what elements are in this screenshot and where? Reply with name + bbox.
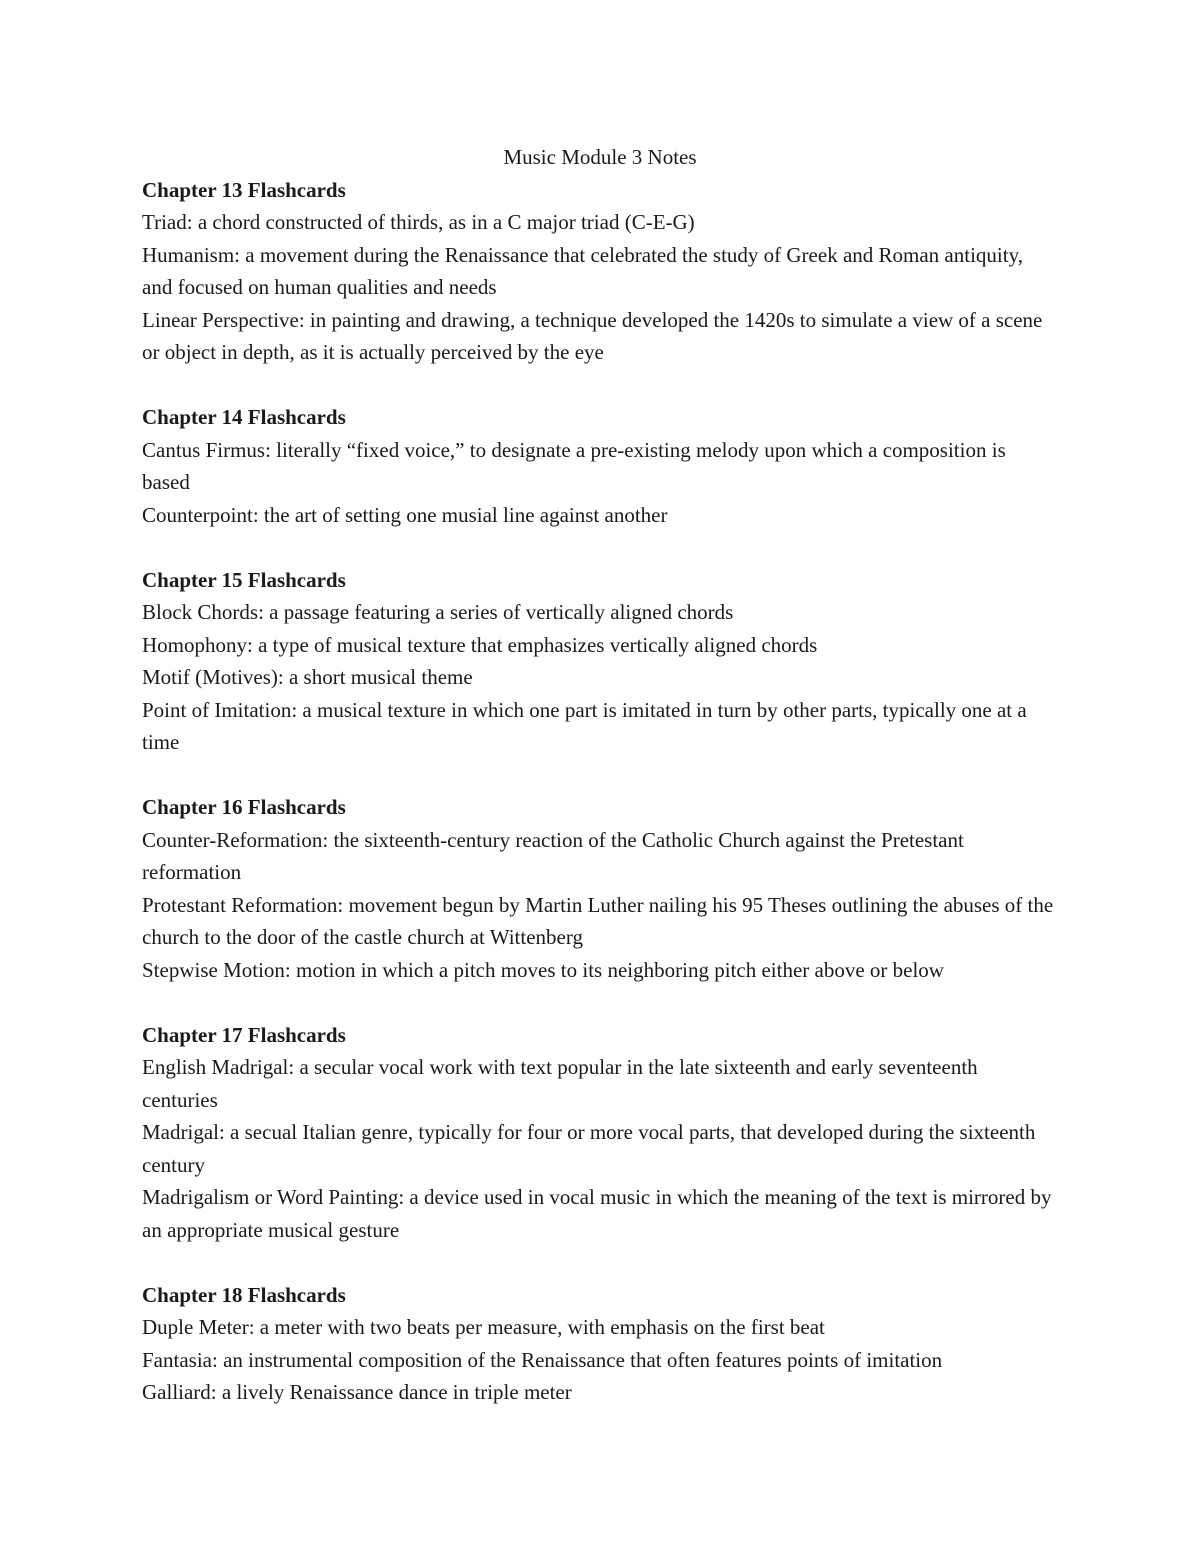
flashcard-term: Triad: a chord constructed of thirds, as in a C major triad (C-E-G) (142, 210, 695, 234)
flashcard-term: Cantus Firmus: literally “fixed voice,” to designate a pre-existing melody upon which a composition is based (142, 437, 1006, 494)
flashcard-term: Fantasia: an instrumental composition of the Renaissance that often features points of imitation (142, 1347, 943, 1372)
flashcard-term: Humanism: a movement during the Renaissance that celebrated the study of Greek and Roman antiquity, and focused on human qualities and needs (142, 242, 1023, 299)
chapter-section (142, 174, 1058, 369)
flashcard-term: English Madrigal: a secular vocal work with text popular in the late sixteenth and early seventeenth centuries (142, 1055, 978, 1112)
chapter-section (142, 564, 1058, 759)
flashcard-term: Madrigalism or Word Painting: a device used in vocal music in which the meaning of the text is mirrored by an appropriate musical gesture (142, 1185, 1052, 1242)
flashcard-term: Counterpoint: the art of setting one musial line against another (142, 502, 668, 527)
flashcard-term: Block Chords: a passage featuring a series of vertically aligned chords (142, 600, 734, 624)
flashcard-term: Protestant Reformation: movement begun by Martin Luther nailing his 95 Theses outlining the abuses of the church to the door of the castle church at Wittenberg (142, 892, 1054, 949)
flashcard-term: Madrigal: a secual Italian genre, typically for four or more vocal parts, that developed during the sixteenth century (142, 1120, 1036, 1177)
flashcard-term: Duple Meter: a meter with two beats per measure, with emphasis on the first beat (142, 1315, 825, 1339)
flashcard-term: Linear Perspective: in painting and drawing, a technique developed the 1420s to simulate a view of a scene or object in depth, as it is actually perceived by the eye (142, 307, 1043, 364)
chapter-heading: Chapter 18 Flashcards (142, 1282, 346, 1307)
chapter-heading: Chapter 17 Flashcards (142, 1022, 346, 1047)
chapter-section (142, 791, 1058, 986)
chapter-heading: Chapter 13 Flashcards (142, 177, 346, 202)
flashcard-term: Counter-Reformation: the sixteenth-century reaction of the Catholic Church against the Pretestant reformation (142, 827, 964, 884)
document-page (142, 141, 1058, 1441)
chapter-section (142, 401, 1058, 531)
flashcard-term: Point of Imitation: a musical texture in which one part is imitated in turn by other parts, typically one at a time (142, 697, 1027, 754)
chapter-heading: Chapter 14 Flashcards (142, 405, 346, 429)
document-title: Music Module 3 Notes (503, 145, 697, 169)
chapter-heading: Chapter 15 Flashcards (142, 567, 346, 592)
chapter-section (142, 1019, 1058, 1247)
chapter-heading: Chapter 16 Flashcards (142, 795, 346, 819)
flashcard-term: Homophony: a type of musical texture that emphasizes vertically aligned chords (142, 632, 818, 657)
flashcard-term: Stepwise Motion: motion in which a pitch moves to its neighboring pitch either above or below (142, 957, 944, 982)
chapter-section (142, 1279, 1058, 1409)
flashcard-term: Galliard: a lively Renaissance dance in triple meter (142, 1380, 572, 1404)
flashcard-term: Motif (Motives): a short musical theme (142, 665, 473, 689)
sections-container (142, 174, 1058, 1409)
